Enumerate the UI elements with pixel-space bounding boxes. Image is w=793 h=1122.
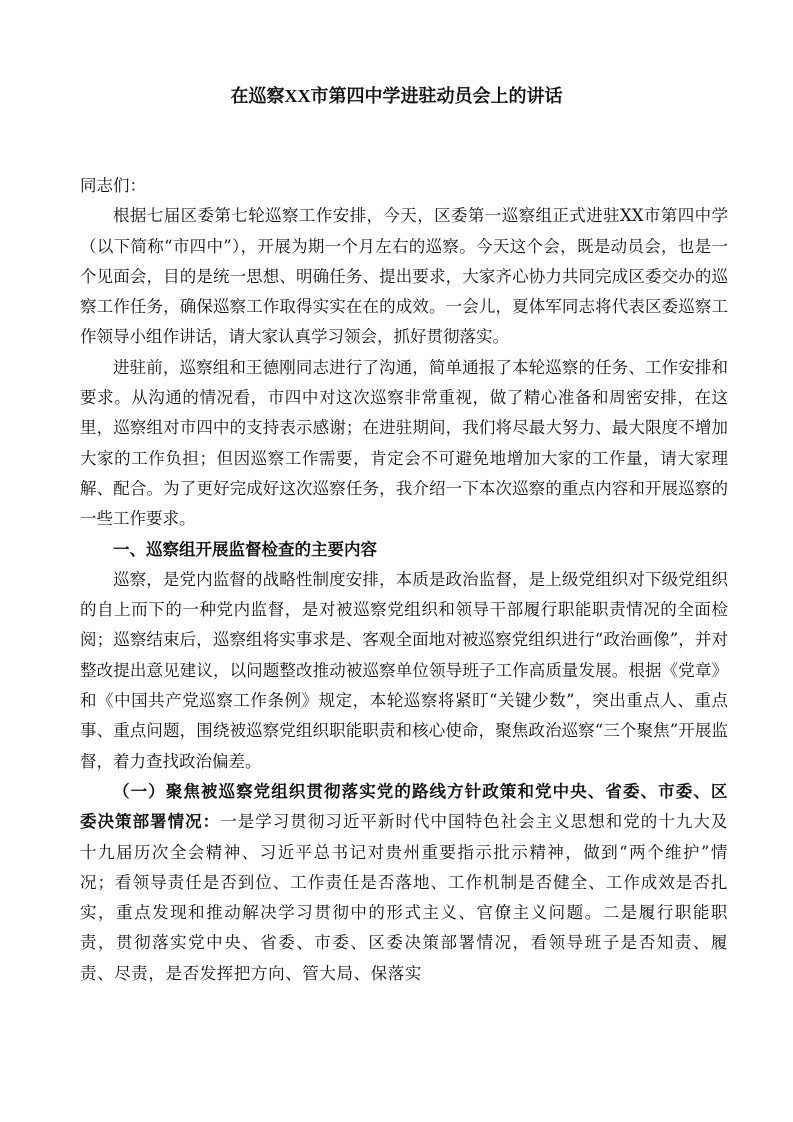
paragraph-intro: 根据七届区委第七轮巡察工作安排，今天，区委第一巡察组正式进驻XX市第四中学（以下简称“市四中”），开展为期一个月左右的巡察。今天这个会，既是动员会，也是一个见面会，目的是统一思想、明确任务、提出要求，大家齐心协力共同完成区委交办的巡察工作任务，确保巡察工作取得实实在在的成效。一会儿，夏体军同志将代表区委巡察工作领导小组作讲话，请大家认真学习领会，抓好贯彻落实。 bbox=[80, 206, 728, 347]
section-heading-1: 一、巡察组开展监督检查的主要内容 bbox=[113, 539, 377, 559]
document-body bbox=[80, 171, 728, 989]
paragraph-focus-1 bbox=[80, 777, 728, 989]
paragraph-focus-1-text: 一是学习贯彻习近平新时代中国特色社会主义思想和党的十九大及十九届历次全会精神、习近平总书记对贵州重要指示批示精神，做到“两个维护”情况；看领导责任是否到位、工作责任是否落地、工作机制是否健全、工作成效是否扎实，重点发现和推动解决学习贯彻中的形式主义、官僚主义问题。二是履行职能职责，贯彻落实党中央、省委、市委、区委决策部署情况，看领导班子是否知责、履责、尽责，是否发挥把方向、管大局、保落实 bbox=[80, 812, 728, 983]
document-title: 在巡察XX市第四中学进驻动员会上的讲话 bbox=[230, 86, 563, 106]
paragraph-preparation: 进驻前，巡察组和王德刚同志进行了沟通，简单通报了本轮巡察的任务、工作安排和要求。从沟通的情况看，市四中对这次巡察非常重视，做了精心准备和周密安排，在这里，巡察组对市四中的支持表示感谢；在进驻期间，我们将尽最大努力、最大限度不增加大家的工作负担；但因巡察工作需要，肯定会不可避免地增加大家的工作量，请大家理解、配合。为了更好完成好这次巡察任务，我介绍一下本次巡察的重点内容和开展巡察的一些工作要求。 bbox=[80, 357, 728, 529]
subheading-focus-1: （一）聚焦被巡察党组织贯彻落实党的路线方针政策和党中央、省委、市委、区委决策部署情况： bbox=[80, 781, 728, 832]
paragraph-inspection-overview: 巡察，是党内监督的战略性制度安排，本质是政治监督，是上级党组织对下级党组织的自上而下的一种党内监督，是对被巡察党组织和领导干部履行职能职责情况的全面检阅；巡察结束后，巡察组将实事求是、客观全面地对被巡察党组织进行“政治画像”，并对整改提出意见建议，以问题整改推动被巡察单位领导班子工作高质量发展。根据《党章》和《中国共产党巡察工作条例》规定，本轮巡察将紧盯“关键少数”，突出重点人、重点事、重点问题，围绕被巡察党组织职能职责和核心使命，聚焦政治巡察“三个聚焦”开展监督，着力查找政治偏差。 bbox=[80, 569, 728, 771]
salutation: 同志们： bbox=[80, 176, 146, 195]
